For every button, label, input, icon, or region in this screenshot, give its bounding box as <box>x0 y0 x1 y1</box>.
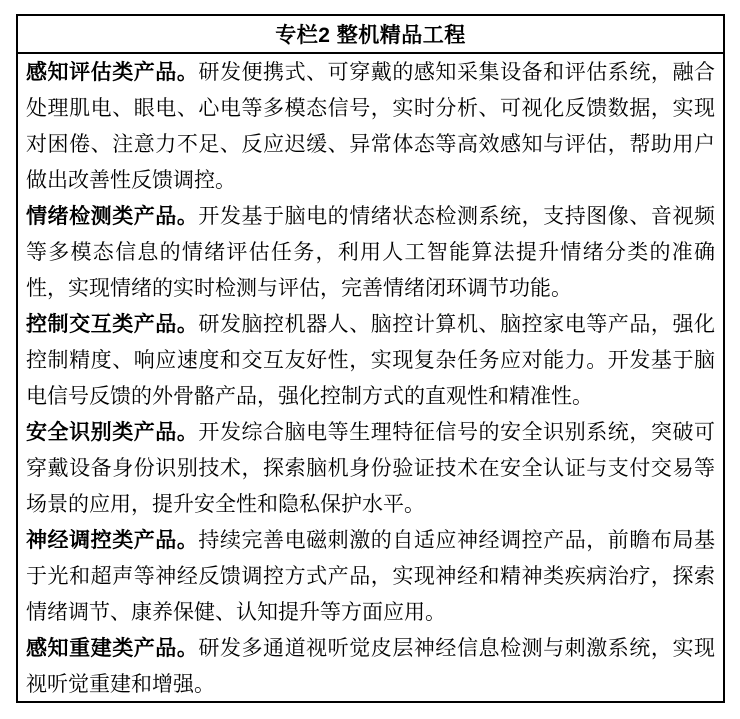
paragraph-security-identification <box>26 415 715 523</box>
paragraph-text: 持续完善电磁刺激的自适应神经调控产品，前瞻布局基于光和超声等神经反馈调控方式产品，实现神经和精神类疾病治疗，探索情绪调节、康养保健、认知提升等方面应用。 <box>26 529 716 624</box>
paragraph-emotion-detection <box>26 199 715 307</box>
paragraph-text: 研发多通道视听觉皮层神经信息检测与刺激系统，实现视听觉重建和增强。 <box>26 637 716 696</box>
paragraph-lead: 感知重建类产品。 <box>26 637 199 660</box>
paragraph-perception-evaluation <box>26 55 715 199</box>
paragraph-text: 开发综合脑电等生理特征信号的安全识别系统，突破可穿戴设备身份识别技术，探索脑机身份验证技术在安全认证与支付交易等场景的应用，提升安全性和隐私保护水平。 <box>26 421 716 516</box>
paragraph-lead: 感知评估类产品。 <box>26 61 199 84</box>
paragraph-lead: 控制交互类产品。 <box>26 313 199 336</box>
paragraph-perception-reconstruction <box>26 631 715 703</box>
paragraph-text: 研发便携式、可穿戴的感知采集设备和评估系统，融合处理肌电、眼电、心电等多模态信号，实时分析、可视化反馈数据，实现对困倦、注意力不足、反应迟缓、异常体态等高效感知与评估，帮助用户做出改善性反馈调控。 <box>26 61 716 192</box>
paragraph-lead: 情绪检测类产品。 <box>26 205 199 228</box>
paragraph-lead: 安全识别类产品。 <box>26 421 199 444</box>
panel-body <box>18 54 723 703</box>
paragraph-text: 开发基于脑电的情绪状态检测系统，支持图像、音视频等多模态信息的情绪评估任务，利用人工智能算法提升情绪分类的准确性，实现情绪的实时检测与评估，完善情绪闭环调节功能。 <box>26 205 716 300</box>
textbox-panel <box>16 14 725 703</box>
paragraph-neural-regulation <box>26 523 715 631</box>
panel-title-bar <box>18 16 723 54</box>
paragraph-lead: 神经调控类产品。 <box>26 529 199 552</box>
paragraph-control-interaction <box>26 307 715 415</box>
panel-title: 专栏2 整机精品工程 <box>275 24 466 47</box>
paragraph-text: 研发脑控机器人、脑控计算机、脑控家电等产品，强化控制精度、响应速度和交互友好性，实现复杂任务应对能力。开发基于脑电信号反馈的外骨骼产品，强化控制方式的直观性和精准性。 <box>26 313 716 408</box>
